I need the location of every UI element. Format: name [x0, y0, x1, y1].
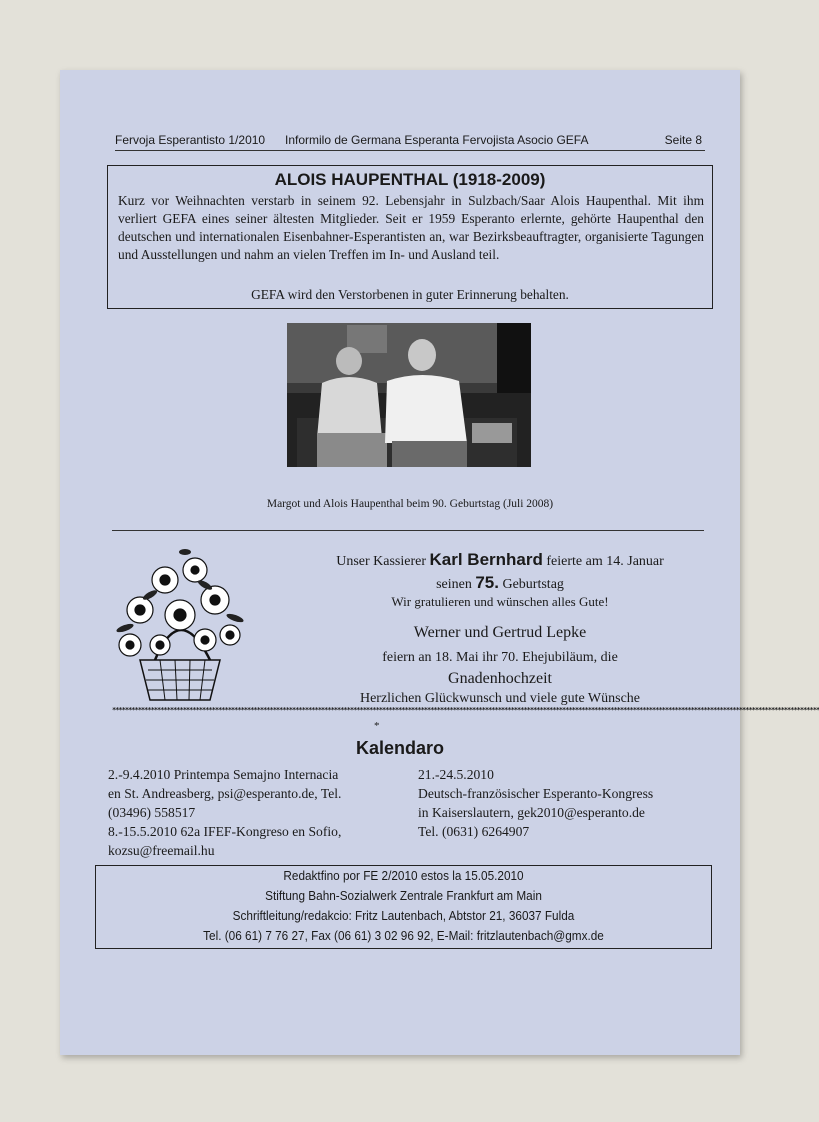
divider: [112, 530, 704, 531]
flower-basket-illustration: [110, 540, 250, 705]
imprint-line: Tel. (06 61) 7 76 27, Fax (06 61) 3 02 96 92, E-Mail: fritzlautenbach@gmx.de: [203, 928, 604, 943]
greeting-text: feierte am 14. Januar: [546, 554, 664, 569]
greeting-text: seinen: [436, 577, 472, 592]
couple-photo: [287, 323, 531, 467]
calendar-title: Kalendaro: [355, 738, 445, 758]
small-star: *: [374, 720, 380, 732]
header-page-number: Seite 8: [664, 133, 702, 147]
greeting-text: Unser Kassierer: [336, 554, 427, 569]
anniversary-couple: Werner und Gertrud Lepke: [413, 624, 587, 641]
calendar-entry-line: 21.-24.5.2010: [418, 767, 494, 782]
newsletter-page: [60, 70, 819, 1055]
obituary-closing: GEFA wird den Verstorbenen in guter Erinnerung behalten.: [251, 287, 569, 302]
anniversary-text: feiern an 18. Mai ihr 70. Ehejubiläum, die: [382, 650, 618, 665]
photo-caption: Margot und Alois Haupenthal beim 90. Geburtstag (Juli 2008): [266, 498, 554, 510]
calendar-entry-line: en St. Andreasberg, psi@esperanto.de, Tel.: [108, 786, 342, 801]
imprint-line: Stiftung Bahn-Sozialwerk Zentrale Frankfurt am Main: [265, 888, 542, 903]
greeting-name: Karl Bernhard: [429, 550, 543, 569]
imprint-box: [95, 865, 712, 949]
greeting-line-3: Wir gratulieren und wünschen alles Gute!: [391, 594, 609, 609]
imprint-line: Redaktfino por FE 2/2010 estos la 15.05.2010: [283, 868, 524, 883]
anniversary-wishes: Herzlichen Glückwunsch und viele gute Wünsche: [359, 691, 641, 706]
obituary-body: Kurz vor Weihnachten verstarb in seinem 92. Lebensjahr in Sulzbach/Saar Alois Haupenthal. Mit ihm verliert GEFA eines seiner ältesten Mitglieder. Seit er 1959 Esperanto erlernte, gehörte Haupenthal den deutschen und internationalen Eisenbahner-Esperantisten an, war Bezirksbeauftragter, organisierte Tagungen und Ausstellungen und nahm an vielen Treffen im In- und Ausland teil.: [118, 193, 704, 262]
calendar-entry-line: Tel. (0631) 6264907: [418, 824, 530, 839]
page-header: [115, 130, 705, 151]
greeting-text: Geburtstag: [502, 577, 564, 592]
calendar-entry-line: in Kaiserslautern, gek2010@esperanto.de: [418, 805, 645, 820]
star-divider: ****************************************************************************************************************************************************************************************************************************: [112, 706, 819, 714]
greeting-line-1: [290, 550, 710, 570]
calendar-left-column: [108, 765, 341, 860]
anniversary-title: Gnadenhochzeit: [448, 670, 552, 687]
calendar-entry-line: (03496) 558517: [108, 805, 196, 820]
calendar-right-column: [418, 765, 653, 841]
header-subtitle: Informilo de Germana Esperanta Fervojista Asocio GEFA: [285, 133, 589, 147]
obituary-title: ALOIS HAUPENTHAL (1918-2009): [274, 170, 546, 189]
calendar-entry-line: Deutsch-französischer Esperanto-Kongress: [418, 786, 654, 801]
imprint-line: Schriftleitung/redakcio: Fritz Lautenbach, Abtstor 21, 36037 Fulda: [232, 908, 575, 923]
calendar-entry-line: kozsu@freemail.hu: [108, 843, 215, 858]
greeting-number: 75.: [475, 573, 499, 592]
calendar-entry-line: 8.-15.5.2010 62a IFEF-Kongreso en Sofio,: [108, 824, 342, 839]
greeting-line-2: [290, 573, 710, 593]
header-publication: Fervoja Esperantisto 1/2010: [115, 133, 266, 147]
calendar-entry-line: 2.-9.4.2010 Printempa Semajno Internacia: [108, 767, 339, 782]
obituary-box: [107, 165, 713, 309]
